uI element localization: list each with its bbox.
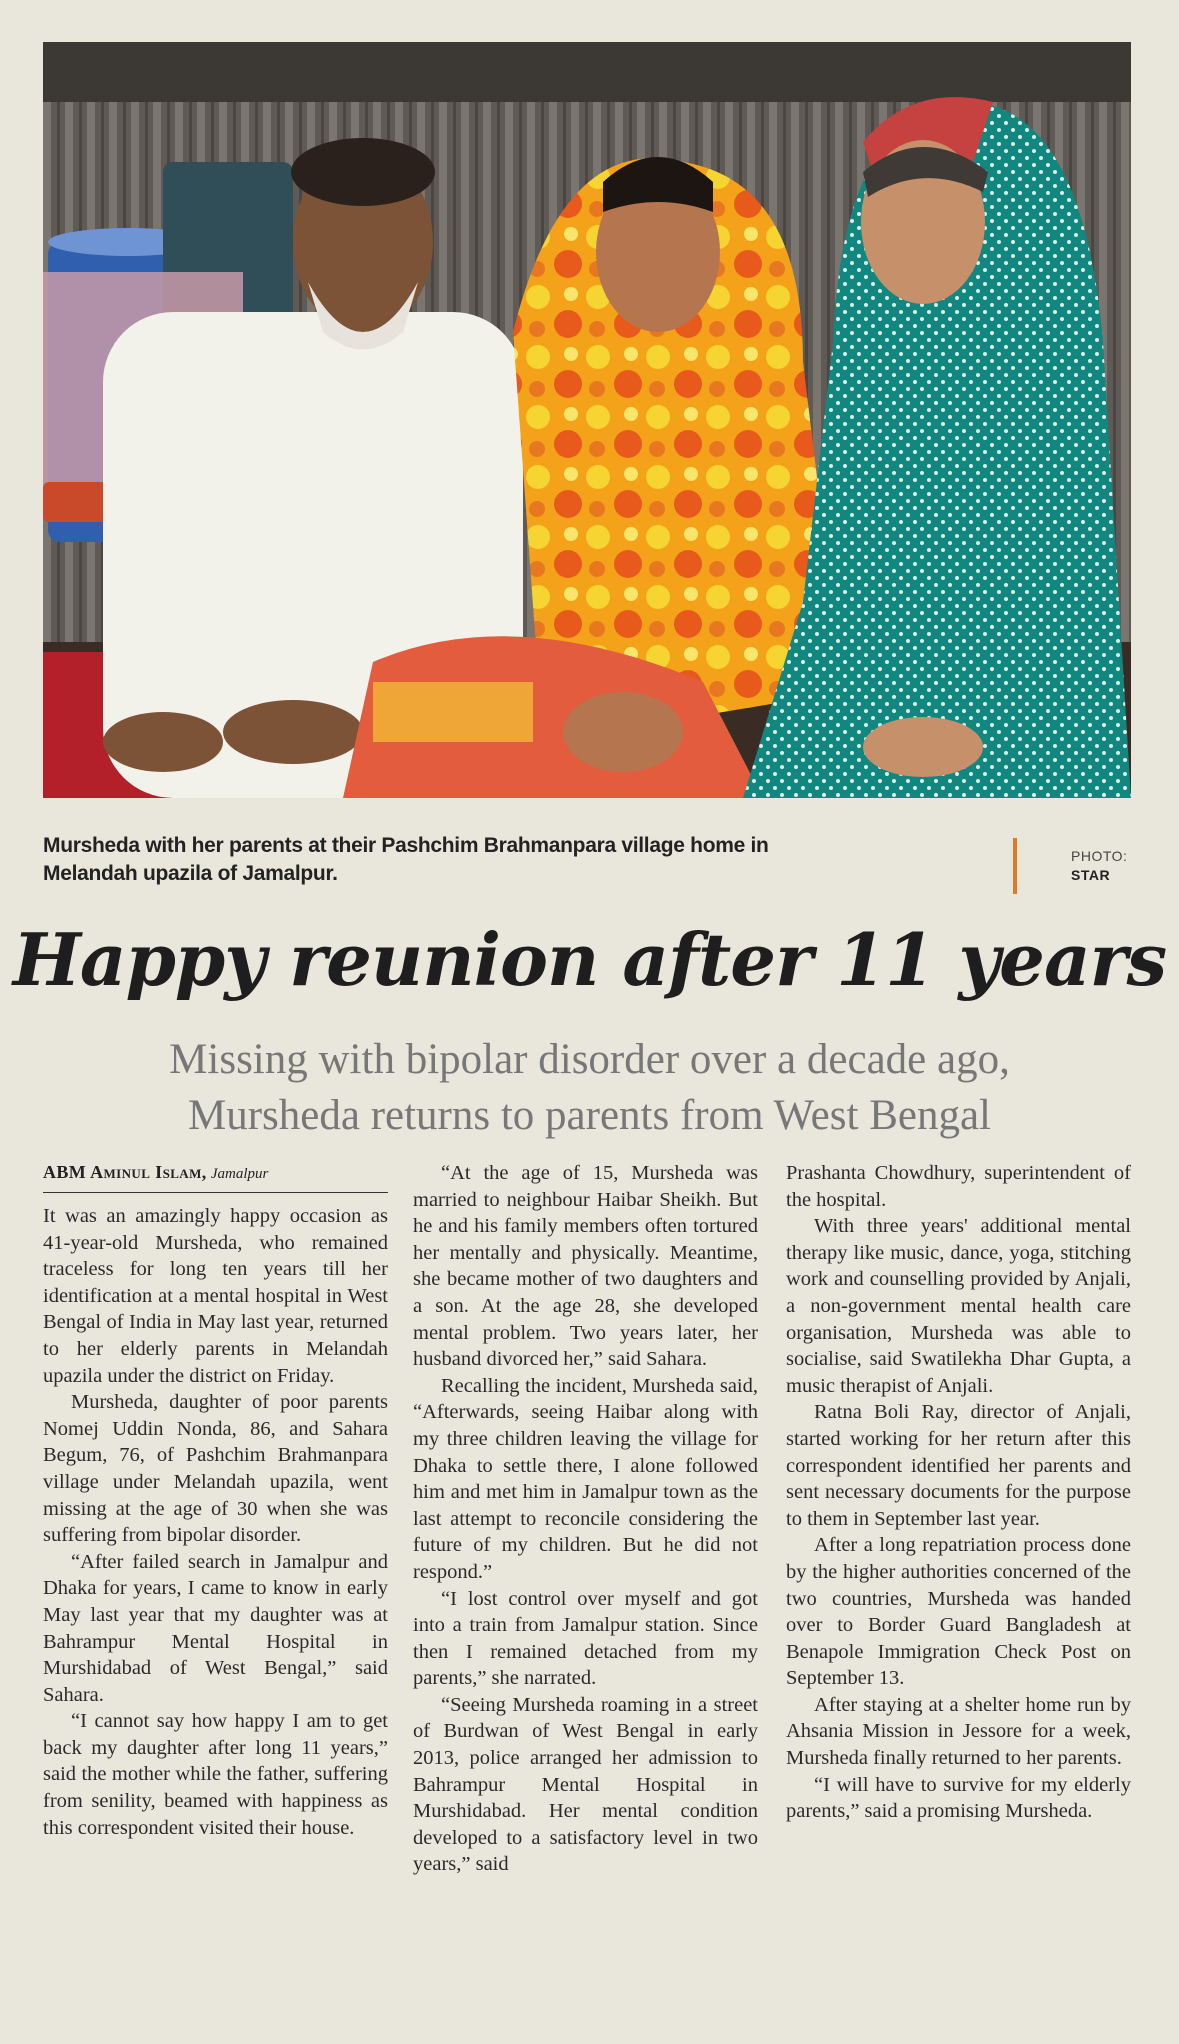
article-column-2 (413, 1160, 758, 1878)
paragraph: Ratna Boli Ray, director of Anjali, started working for her return after this correspondent identified her parents and sent necessary documents for the purpose to them in September last year. (786, 1401, 1131, 1530)
news-photo (43, 42, 1131, 798)
article-column-3 (786, 1160, 1131, 1825)
photo-illustration (43, 42, 1131, 798)
photo-caption: Mursheda with her parents at their Pashchim Brahmanpara village home in Melandah upazila of Jamalpur. (43, 834, 769, 885)
subhead-line-2: Mursheda returns to parents from West Bengal (188, 1092, 991, 1139)
paragraph: “I lost control over myself and got into a train from Jamalpur station. Since then I remained detached from my parents,” she narrated. (413, 1587, 758, 1690)
headline: Happy reunion after 11 years (12, 917, 1167, 1002)
paragraph: “After failed search in Jamalpur and Dhaka for years, I came to know in early May last year that my daughter was at Bahrampur Mental Hospital in Murshidabad of West Bengal,” said Sahara. (43, 1550, 388, 1706)
credit-divider (1013, 838, 1017, 894)
photo-credit-source: STAR (1071, 867, 1111, 883)
photo-credit (1071, 847, 1127, 885)
paragraph: Prashanta Chowdhury, superintendent of the hospital. (786, 1162, 1131, 1211)
paragraph: Mursheda, daughter of poor parents Nomej Uddin Nonda, 86, and Sahara Begum, 76, of Pashchim Brahmanpara village under Melandah upazila, went missing at the age of 30 when she was suffering from bipolar disorder. (43, 1391, 388, 1547)
dateline-place: Jamalpur (210, 1166, 269, 1182)
subheadline (0, 1032, 1179, 1144)
paragraph: After a long repatriation process done by the higher authorities concerned of the two countries, Mursheda was handed over to Border Guard Bangladesh at Benapole Immigration Check Post on September 13. (786, 1534, 1131, 1690)
subhead-line-1: Missing with bipolar disorder over a decade ago, (169, 1036, 1010, 1083)
byline (43, 1160, 388, 1193)
paragraph: With three years' additional mental therapy like music, dance, yoga, stitching work and counselling provided by Anjali, a non-government mental health care organisation, Mursheda was able to socialise, said Swatilekha Dhar Gupta, a music therapist of Anjali. (786, 1215, 1131, 1397)
author-name: ABM Aminul Islam, (43, 1162, 207, 1182)
paragraph: “I cannot say how happy I am to get back my daughter after long 11 years,” said the mother while the father, suffering from senility, beamed with happiness as this correspondent visited their house. (43, 1710, 388, 1839)
paragraph: “At the age of 15, Mursheda was married to neighbour Haibar Sheikh. But he and his family members often tortured her mentally and physically. Meantime, she became mother of two daughters and a son. At the age 28, she developed mental problem. Two years later, her husband divorced her,” said Sahara. (413, 1162, 758, 1371)
article-column-1 (43, 1203, 388, 1841)
paragraph: It was an amazingly happy occasion as 41-year-old Mursheda, who remained traceless for long ten years till her identification at a mental hospital in West Bengal of India in May last year, returned to her elderly parents in Melandah upazila under the district on Friday. (43, 1205, 388, 1387)
paragraph: Recalling the incident, Mursheda said, “Afterwards, seeing Haibar along with my three children leaving the village for Dhaka to settle there, I alone followed him and met him in Jamalpur town as the last attempt to reconcile considering the future of my children. But he did not respond.” (413, 1374, 758, 1583)
paragraph: “Seeing Mursheda roaming in a street of Burdwan of West Bengal in early 2013, police arranged her admission to Bahrampur Mental Hospital in Murshidabad. Her mental condition developed to a satisfactory level in two years,” said (413, 1693, 758, 1876)
paragraph: “I will have to survive for my elderly parents,” said a promising Mursheda. (786, 1773, 1131, 1823)
paragraph: After staying at a shelter home run by Ahsania Mission in Jessore for a week, Mursheda finally returned to her parents. (786, 1693, 1131, 1770)
photo-credit-label: PHOTO: (1071, 848, 1128, 864)
